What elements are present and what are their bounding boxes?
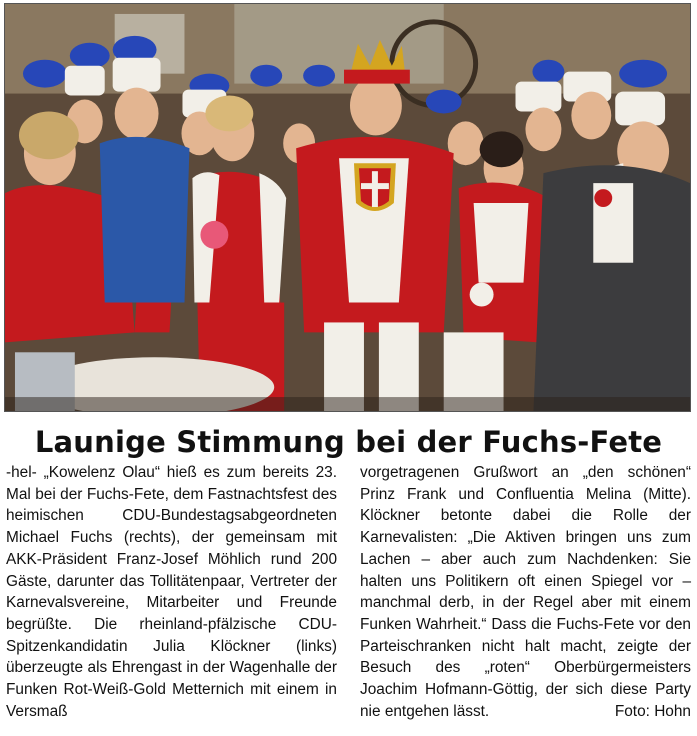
article-body [6, 462, 691, 734]
article-column-right [360, 462, 691, 734]
article-text-right-wrapper [360, 462, 691, 722]
carnival-group-photo [4, 3, 691, 412]
article-text-left: -hel- „Kowelenz Olau“ hieß es zum bereits 23. Mal bei der Fuchs-Fete, dem Fastnachtsfest des heimischen CDU-Bundestagsabgeordneten Michael Fuchs (rechts), der gemeinsam mit AKK-Präsident Franz-Josef Möhlich rund 200 Gäste, darunter das Tollitätenpaar, Vertreter der Karnevalsvereine, Mitarbeiter und Freunde begrüßte. Die rheinland-pfälzische CDU-Spitzenkandidatin Julia Klöckner (links) überzeugte als Ehrengast in der Wagenhalle der Funken Rot-Weiß-Gold Metternich mit einem in Versmaß [6, 464, 337, 720]
article-column-left [6, 462, 337, 734]
article-text-right: vorgetragenen Grußwort an „den schönen“ Prinz Frank und Confluentia Melina (Mitte). Klöckner betonte dabei die Rolle der Karnevalisten: „Die Aktiven bringen uns zum Lachen – aber auch zum Nachdenken: Sie halten uns Politikern oft einen Spiegel vor – manchmal derb, in der Regel aber mit einem Funken Wahrheit.“ Dass die Fuchs-Fete vor den Parteischranken nicht halt macht, zeigte der Besuch des „roten“ Oberbürgermeisters Joachim Hofmann-Göttig, der sich diese Party nie entgehen lässt. [360, 464, 691, 720]
photo-illustration [5, 4, 690, 411]
photo-credit: Foto: Hohn [614, 702, 691, 720]
article-headline: Launige Stimmung bei der Fuchs-Fete [34, 425, 663, 459]
